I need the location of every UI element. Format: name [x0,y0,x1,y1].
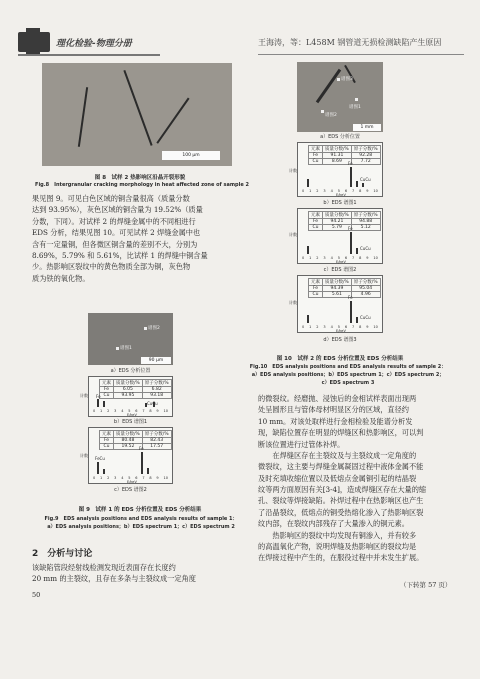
right-paragraph: 的微裂纹。经磨抛、浸蚀后的金相试样表面出现两 处呈圆形且与管体母材明显区分的区域，直径约 10 mm。对该处取样进行金相检验及能谱分析发 现，缺陷位置存在明显的焊缝区和热影响区，可以判 断该位置进行过管体补焊。 在焊缝区存在主裂纹及与主裂纹成一定角度的 微裂纹，这主要与焊缝金属凝固过程中液体金属不能 及时充填收缩位置以及低熔点金属铜引起的结晶裂 纹等两方面原因有关[3-4]，造成焊缝区存在大量的缩 孔、裂纹等焊接缺陷。补焊过程中在热影响区也产生 了沿晶裂纹，低熔点的铜受热熔化渗入了热影响区裂 纹内部，在裂纹内部残存了大量渗入的铜元素。 热影响区的裂纹中均发现有铜渗入，并有较多 的高温氧化产物，说明焊缝及热影响区的裂纹均是 在焊接过程中产生的，在服役过程中并未发生扩展。 [258,394,427,563]
fig10-sub-d: d）EDS 谱图3 [323,337,357,343]
journal-logo-text: 理化检验-物理分册 [56,39,132,49]
fig10-spectrum-1: 元素 质量分数/% 原子分数/% Fe 91.31 92.28 Cu 8.69 7.72 Fe CuCu 0 1 2 3 4 5 6 7 8 9 10 E/keV [297,142,383,197]
fig8-micrograph [42,63,232,166]
header-rule-left [18,54,160,56]
fig9-micrograph [88,313,173,365]
fig9-point-2: 谱图1 [120,346,132,351]
fig9-spectrum-1: 元素 质量分数/% 原子分数/% Fe 6.05 6.82 Cu 93.95 93.18 Fe CuCu 0 1 2 3 4 5 6 7 8 9 10 E/keV [88,376,173,417]
fig9-scale-bar: 90 μm [141,357,171,364]
fig9-ylabel-1: 计数 [80,393,88,398]
fig9-ylabel-2: 计数 [80,453,88,458]
fig10-spectrum-3: 元素 质量分数/% 原子分数/% Fe 94.39 95.04 Cu 5.61 4.96 Fe CuCu 0 1 2 3 4 5 6 7 8 9 10 E/keV [297,275,383,333]
fig10-point-1: 谱图1 [349,105,361,110]
running-head: 王海涛，等：L458M 钢管道无损检测缺陷产生原因 [258,38,442,47]
fig10-spectrum-2: 元素 质量分数/% 原子分数/% Fe 94.21 94.88 Cu 5.79 5.12 Fe CuCu 0 1 2 3 4 5 6 7 8 9 10 E/keV [297,208,383,264]
continued-note: （下转第 57 页） [400,581,452,589]
fig9-sub-a: a）EDS 分析位置 [110,368,151,374]
fig10-caption-en-3: c）EDS spectrum 3 [321,380,375,386]
fig9-caption-en-2: a）EDS analysis positions；b）EDS spectrum 1；c）EDS spectrum 2 [47,524,235,530]
journal-logo-icon [18,32,50,52]
fig9-caption-cn: 图 9 试样 1 的 EDS 分析位置及 EDS 分析结果 [78,507,202,513]
fig10-caption-en-1: Fig.10 EDS analysis positions and EDS analysis results of sample 2： [249,364,447,370]
fig10-sub-c: c）EDS 谱图2 [323,267,357,273]
fig10-ylabel-2: 计数 [289,232,297,237]
fig10-sub-a: a）EDS 分析位置 [320,134,360,140]
fig10-ylabel-1: 计数 [289,168,297,173]
fig10-caption-cn: 图 10 试样 2 的 EDS 分析位置及 EDS 分析结果 [276,356,404,362]
left-paragraph-2: 该缺陷管段经射线检测发现近表面存在长度约 20 mm 的主裂纹，且存在多条与主裂纹成一定角度 [32,563,196,584]
fig10-scale-bar: 1 mm [353,124,381,131]
fig10-micrograph [297,62,383,132]
fig8-caption-cn: 图 8 试样 2 热影响区沿晶开裂形貌 [94,175,186,181]
fig9-caption-en-1: Fig.9 EDS analysis positions and EDS analysis results of sample 1： [44,516,238,522]
fig10-point-2: 谱图2 [325,113,337,118]
header-rule-right [258,54,464,55]
fig10-sub-b: b）EDS 谱图1 [323,200,357,206]
left-paragraph-1: 果见图 9。可见白色区域的铜含量很高（质量分数 达到 93.95%），灰色区域的铜含量为 19.52%（质量 分数，下同）。对试样 2 的焊缝金属中的不同相进行 EDS 分析，结果见图 10。可见试样 2 焊缝金属中也 含有一定量铜，但各微区铜含量的差别不大，分别为 8.69%，5.79% 和 5.61%，比试样 1 的焊缝中铜含量 少。热影响区裂纹中的黄色物质全部为铜，灰色物 质为铁的氧化物。 [32,194,208,283]
fig10-caption-en-2: a）EDS analysis positions；b）EDS spectrum 1；c）EDS spectrum 2； [251,372,445,378]
fig10-ylabel-3: 计数 [289,300,297,305]
fig9-sub-b: b）EDS 谱图1 [113,419,148,425]
fig9-point-1: 谱图2 [148,326,160,331]
page-number: 50 [32,591,41,599]
fig10-point-3: 谱图3 [341,77,353,82]
fig8-scale-bar: 100 μm [162,151,220,160]
section-heading: 2 分析与讨论 [32,549,93,559]
fig9-sub-c: c）EDS 谱图2 [114,487,147,493]
fig9-spectrum-2: 元素 质量分数/% 原子分数/% Fe 80.48 82.43 Cu 19.52 17.57 Fe FeCu 0 1 2 3 4 5 6 7 8 9 10 E/keV [88,427,173,484]
fig8-caption-en: Fig.8 Intergranular cracking morphology in heat affected zone of sample 2 [35,182,249,188]
